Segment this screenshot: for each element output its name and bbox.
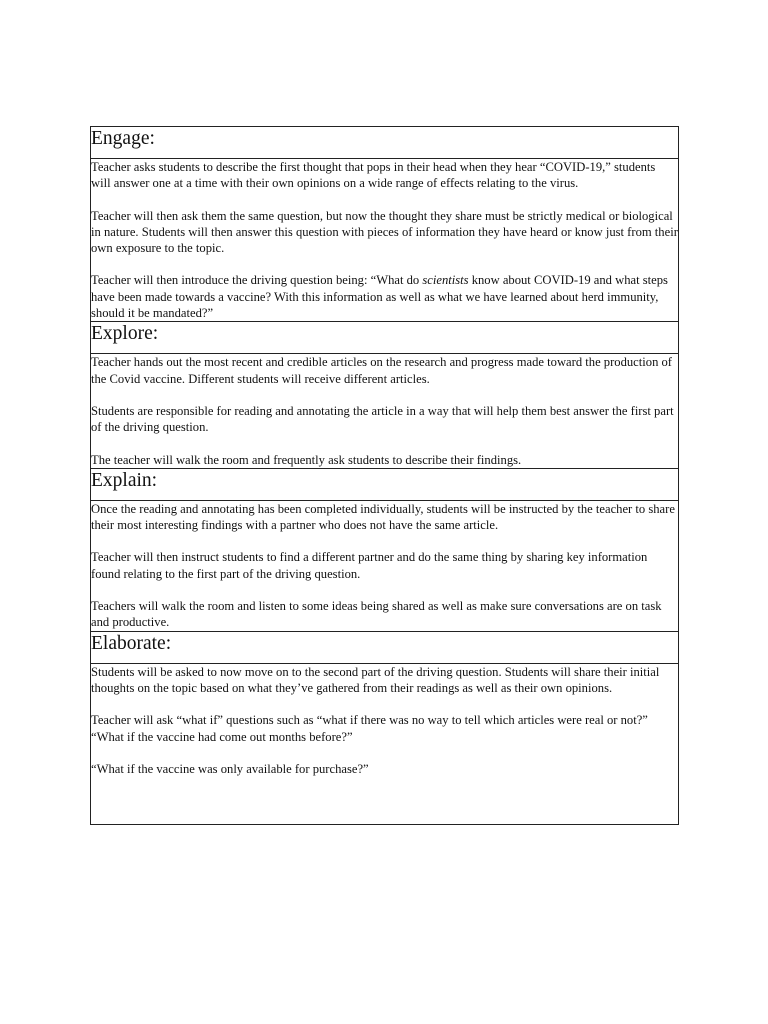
engage-paragraph-2: Teacher will then ask them the same question, but now the thought they share must be strictly medical or biological in nature. Students will then answer this question with pieces of information they have heard or know just from their own exposure to the topic. [91, 208, 678, 256]
explore-paragraph-3: The teacher will walk the room and frequently ask students to describe their findings. [91, 452, 522, 467]
elaborate-whatif-group [91, 712, 678, 745]
explore-paragraph-2: Students are responsible for reading and annotating the article in a way that will help them best answer the first part of the driving question. [91, 403, 674, 435]
driving-question-after: know about COVID-19 and what steps have been made towards a vaccine? With this information as well as what we have learned about herd immunity, should it be mandated?” [91, 273, 668, 321]
elaborate-heading: Elaborate: [91, 631, 679, 663]
driving-question-emphasis: scientists [422, 273, 469, 288]
engage-body [91, 159, 679, 322]
explain-paragraph-1: Once the reading and annotating has been completed individually, students will be instructed by the teacher to share their most interesting findings with a partner who does not have the same article. [91, 501, 675, 533]
explore-paragraph-1: Teacher hands out the most recent and credible articles on the research and progress made toward the production of the Covid vaccine. Different students will receive different articles. [91, 355, 673, 386]
driving-question-before: Teacher will then introduce the driving question being: “What do [91, 273, 423, 288]
engage-driving-question [91, 272, 678, 321]
whatif-question-3: “What if the vaccine was only available for purchase?” [91, 761, 369, 776]
elaborate-paragraph-1: Students will be asked to now move on to the second part of the driving question. Students will share their initial thoughts on the topic based on what they’ve gathered from their readings as well as their own opinions. [91, 664, 660, 695]
engage-paragraph-1: Teacher asks students to describe the first thought that pops in their head when they hear “COVID-19,” students will answer one at a time with their own opinions on a wide range of effects relating to the virus. [91, 160, 656, 191]
explain-body [91, 500, 679, 631]
whatif-question-1: Teacher will ask “what if” questions such as “what if there was no way to tell which articles were real or not?” [91, 713, 648, 728]
engage-heading: Engage: [91, 127, 679, 159]
explore-body [91, 354, 679, 468]
explain-paragraph-2: Teacher will then instruct students to find a different partner and do the same thing by sharing key information found relating to the first part of the driving question. [91, 550, 648, 581]
elaborate-body [91, 663, 679, 824]
explain-paragraph-3: Teachers will walk the room and listen to some ideas being shared as well as make sure conversations are on task and productive. [91, 599, 662, 630]
whatif-question-2: “What if the vaccine had come out months before?” [91, 729, 353, 744]
explain-heading: Explain: [91, 468, 679, 500]
explore-heading: Explore: [91, 322, 679, 354]
lesson-plan-table [90, 126, 679, 825]
